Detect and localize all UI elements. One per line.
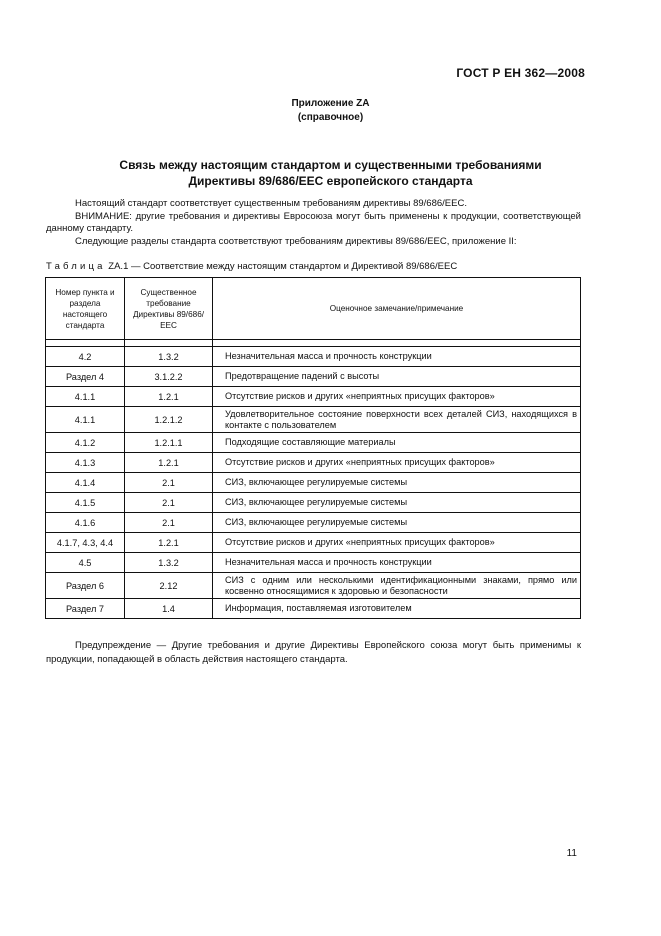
cell-clause: 4.1.5 [46,493,125,513]
table-row [46,367,581,387]
table-row [46,347,581,367]
cell-requirement: 1.3.2 [125,347,213,367]
cell-clause: 4.1.6 [46,513,125,533]
title-line-2: Директивы 89/686/ЕЕС европейского стандарта [188,174,473,188]
table-row [46,493,581,513]
cell-clause: 4.1.7, 4.3, 4.4 [46,533,125,553]
table-row [46,387,581,407]
cell-remark: СИЗ, включающее регулируемые системы [213,473,581,493]
cell-remark: Незначительная масса и прочность конструкции [213,553,581,573]
annex-heading [0,97,661,125]
document-title [0,157,661,189]
cell-remark: Информация, поставляемая изготовителем [213,599,581,619]
annex-subtitle: (справочное) [297,112,364,123]
intro-paragraph-3: Следующие разделы стандарта соответствуют требованиям директивы 89/686/ЕЕС, приложение II: [75,235,517,247]
header-clause: Номер пункта и раздела настоящего стандарта [46,278,125,340]
table-caption [46,261,606,272]
cell-clause: Раздел 6 [46,573,125,599]
cell-clause: 4.1.4 [46,473,125,493]
table-caption-text: ZA.1 — Соответствие между настоящим стандартом и Директивой 89/686/ЕЕС [108,261,458,272]
cell-requirement: 2.1 [125,473,213,493]
cell-requirement: 2.1 [125,513,213,533]
cell-requirement: 1.2.1.1 [125,433,213,453]
cell-requirement: 1.2.1 [125,533,213,553]
table-row [46,553,581,573]
cell-requirement: 2.1 [125,493,213,513]
title-line-1: Связь между настоящим стандартом и существенными требованиями [119,158,542,172]
standard-number: ГОСТ Р ЕН 362—2008 [456,66,585,80]
cell-clause: 4.5 [46,553,125,573]
cell-clause: 4.1.1 [46,407,125,433]
cell-remark: Отсутствие рисков и других «неприятных присущих факторов» [213,387,581,407]
cell-requirement: 1.2.1.2 [125,407,213,433]
warning-note: Предупреждение — Другие требования и другие Директивы Европейского союза могут быть применимы к продукции, попадающей в область действия настоящего стандарта. [46,640,581,665]
cell-remark: Удовлетворительное состояние поверхности всех деталей СИЗ, находящихся в контакте с пользователем [213,407,581,433]
table-row [46,513,581,533]
page-number: 11 [566,848,577,859]
header-requirement: Существенное требование Директивы 89/686/ЕЕС [125,278,213,340]
cell-clause: Раздел 7 [46,599,125,619]
cell-clause: Раздел 4 [46,367,125,387]
cell-requirement: 3.1.2.2 [125,367,213,387]
table-header-row [46,278,581,340]
header-remark: Оценочное замечание/примечание [213,278,581,340]
table-row [46,599,581,619]
annex-title: Приложение ZA [291,98,370,109]
intro-text [46,198,581,248]
table-row [46,407,581,433]
cell-remark: Отсутствие рисков и других «неприятных присущих факторов» [213,533,581,553]
table-row [46,473,581,493]
cell-remark: СИЗ с одним или несколькими идентификационными знаками, прямо или косвенно относящимися к здоровью и безопасности [213,573,581,599]
cell-remark: Предотвращение падений с высоты [213,367,581,387]
table-row [46,573,581,599]
cell-clause: 4.1.1 [46,387,125,407]
table-row [46,433,581,453]
cell-clause: 4.1.3 [46,453,125,473]
cell-remark: Отсутствие рисков и других «неприятных присущих факторов» [213,453,581,473]
table-caption-label: Таблица [46,261,106,272]
table-row [46,533,581,553]
intro-paragraph-2: ВНИМАНИЕ: другие требования и директивы Евросоюза могут быть применены к продукции, соответствующей данному стандарту. [46,210,581,234]
cell-clause: 4.2 [46,347,125,367]
cell-remark: Незначительная масса и прочность конструкции [213,347,581,367]
cell-requirement: 2.12 [125,573,213,599]
cell-requirement: 1.3.2 [125,553,213,573]
table-row [46,453,581,473]
cell-requirement: 1.2.1 [125,453,213,473]
table-spacer-row [46,340,581,347]
intro-paragraph-1: Настоящий стандарт соответствует существенным требованиям директивы 89/686/ЕЕС. [75,198,467,209]
cell-remark: СИЗ, включающее регулируемые системы [213,493,581,513]
cell-remark: Подходящие составляющие материалы [213,433,581,453]
cell-requirement: 1.2.1 [125,387,213,407]
cell-remark: СИЗ, включающее регулируемые системы [213,513,581,533]
cell-requirement: 1.4 [125,599,213,619]
correspondence-table [45,277,581,619]
cell-clause: 4.1.2 [46,433,125,453]
